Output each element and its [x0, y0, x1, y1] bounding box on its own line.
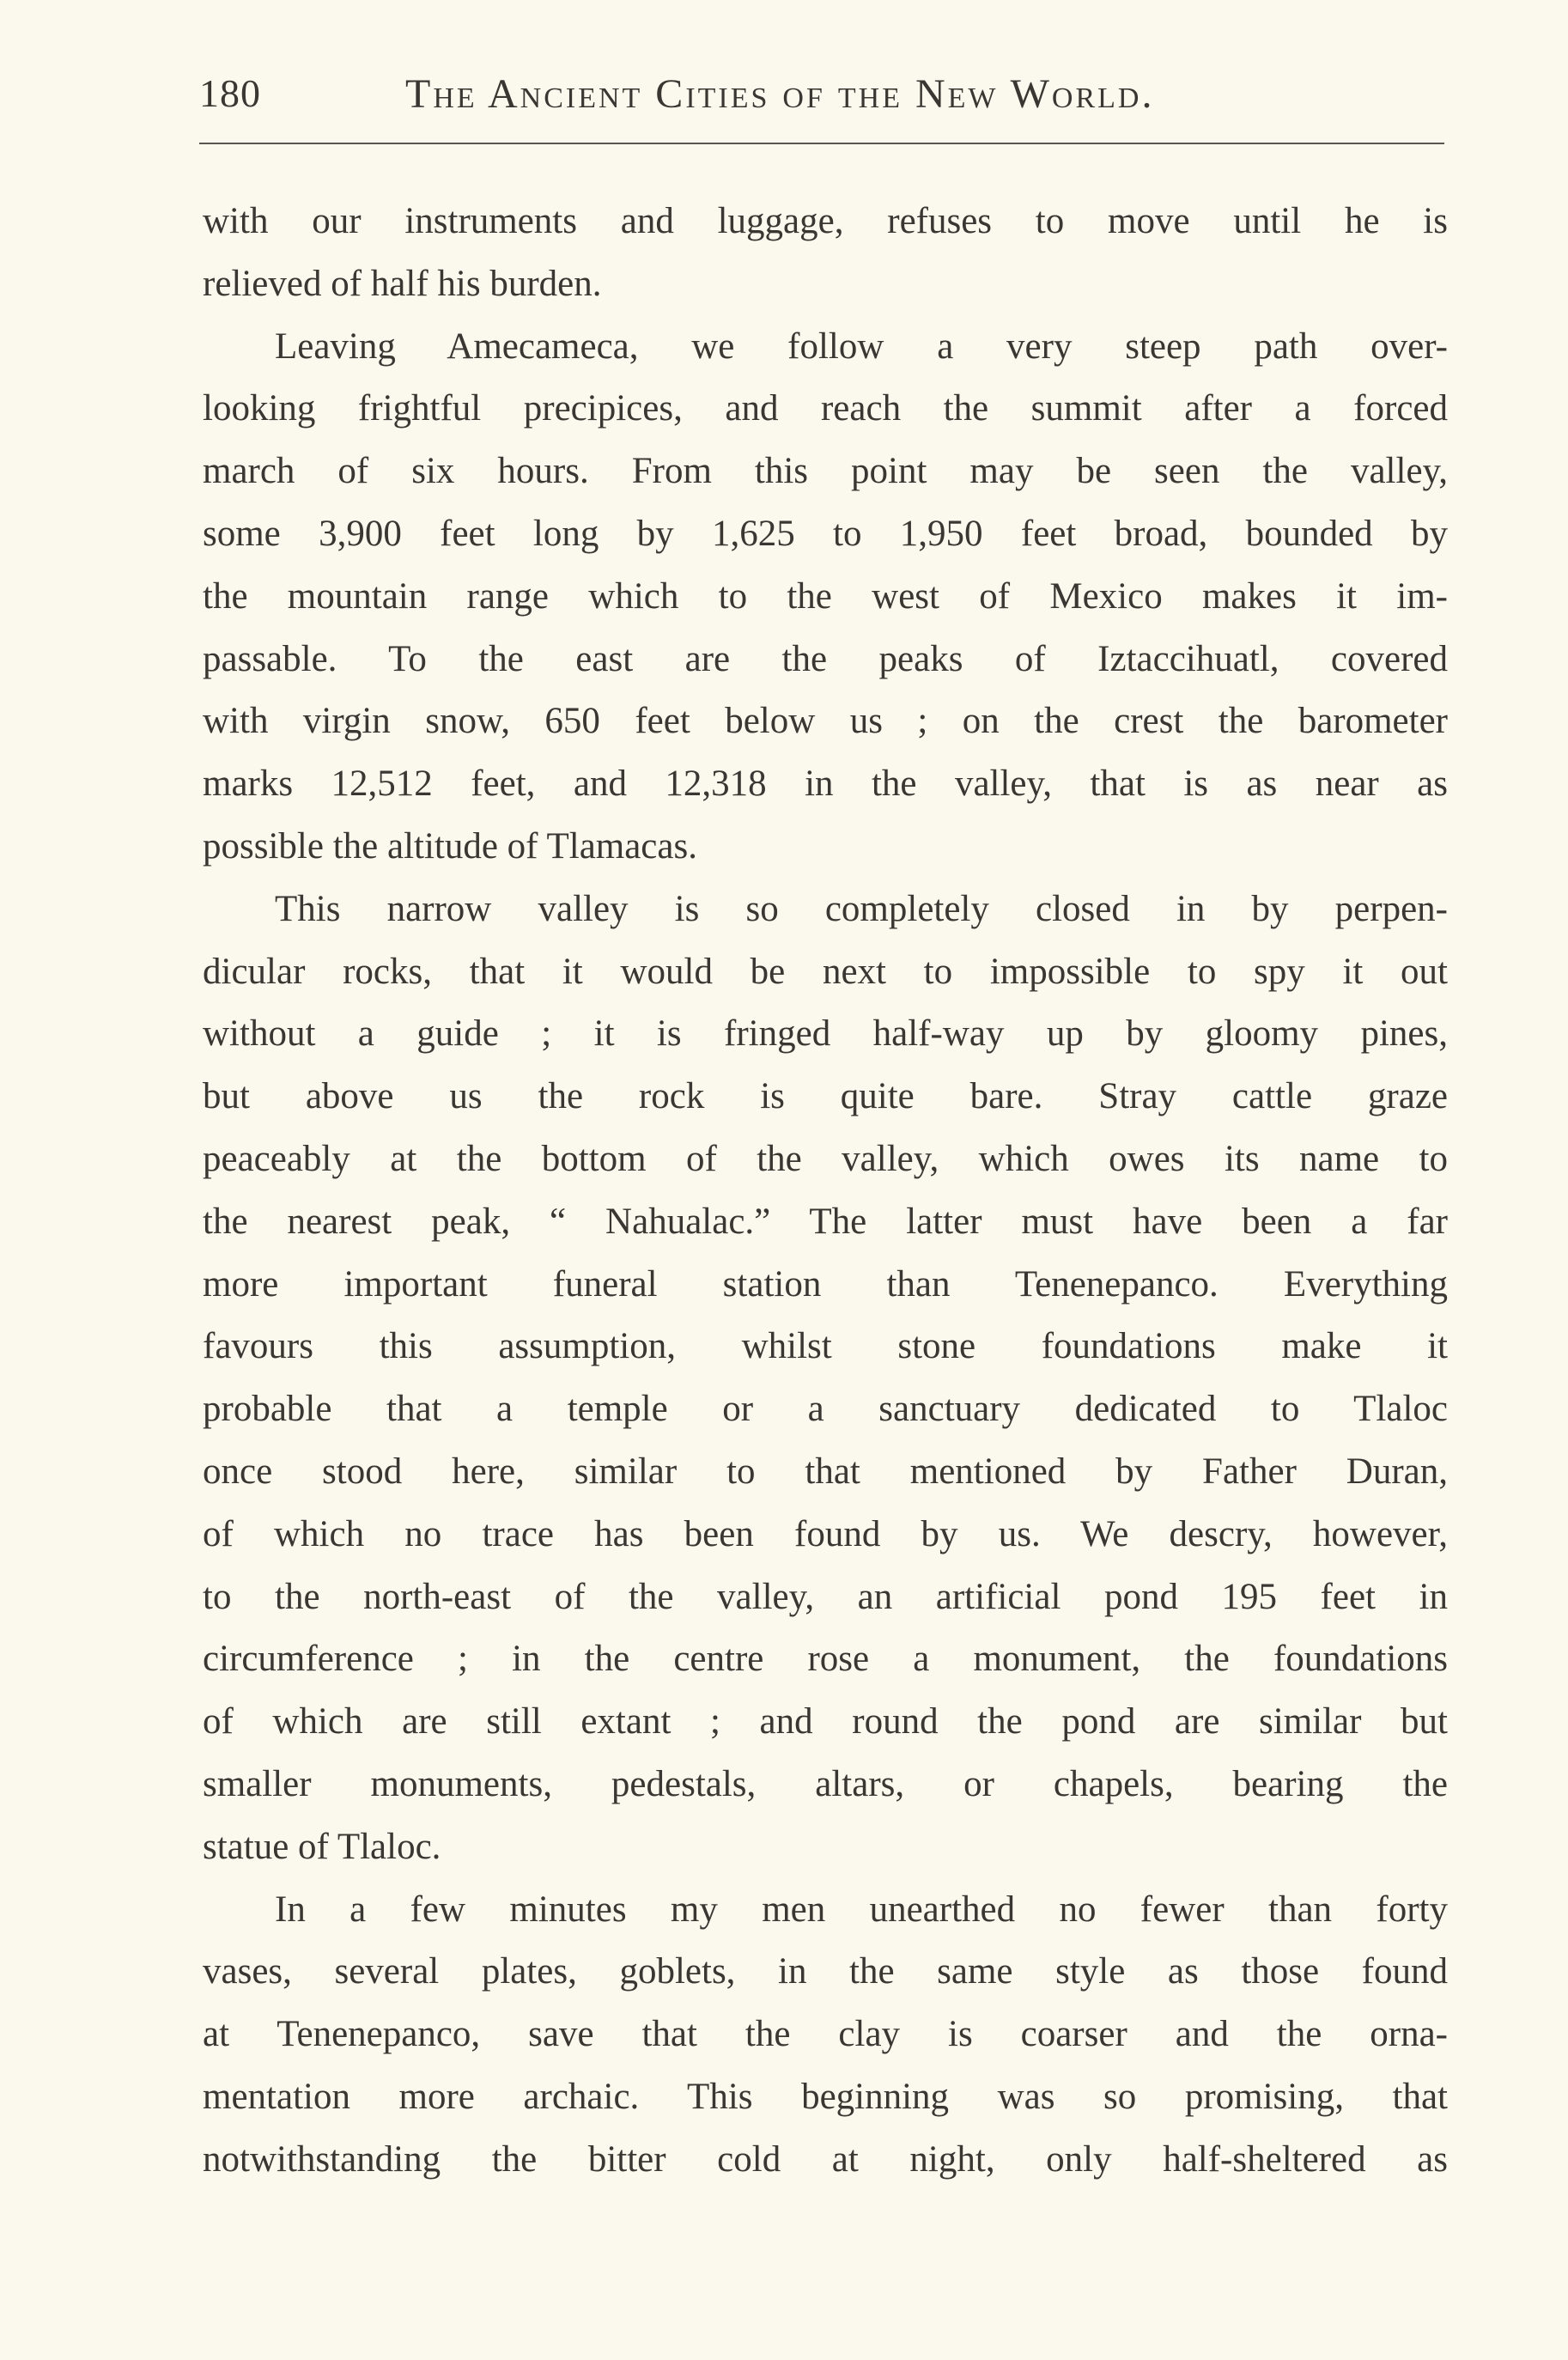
text-line: with our instruments and luggage, refuses to move until he is — [203, 201, 1448, 241]
page-header — [199, 70, 1444, 131]
text-line: favours this assumption, whilst stone foundations make it — [203, 1326, 1448, 1367]
text-line: marks 12,512 feet, and 12,318 in the valley, that is as near as — [203, 763, 1448, 805]
text-line: possible the altitude of Tlamacas. — [203, 825, 697, 867]
text-line: the mountain range which to the west of Mexico makes it im- — [203, 575, 1448, 617]
text-line: passable. To the east are the peaks of Iztaccihuatl, covered — [203, 638, 1448, 679]
text-line: at Tenenepanco, save that the clay is coarser and the orna- — [203, 2014, 1448, 2055]
text-line: vases, several plates, goblets, in the same style as those found — [203, 1951, 1448, 1992]
text-line: This narrow valley is so completely closed in by perpen- — [275, 888, 1448, 929]
text-line: probable that a temple or a sanctuary dedicated to Tlaloc — [203, 1389, 1448, 1430]
header-rule — [199, 143, 1444, 144]
text-line: the nearest peak, “ Nahualac.” The latter must have been a far — [203, 1201, 1448, 1242]
text-line: some 3,900 feet long by 1,625 to 1,950 feet broad, bounded by — [203, 513, 1448, 554]
text-line: mentation more archaic. This beginning was so promising, that — [203, 2076, 1448, 2117]
text-line: of which are still extant ; and round the pond are similar but — [203, 1701, 1448, 1743]
text-line: to the north-east of the valley, an artificial pond 195 feet in — [203, 1576, 1448, 1617]
text-line: relieved of half his burden. — [203, 263, 602, 304]
running-title: The Ancient Cities of the New World. — [405, 71, 1155, 117]
text-line: once stood here, similar to that mentioned by Father Duran, — [203, 1451, 1448, 1492]
text-line: without a guide ; it is fringed half-way up by gloomy pines, — [203, 1013, 1448, 1055]
text-line: notwithstanding the bitter cold at night, only half-sheltered as — [203, 2138, 1448, 2180]
page-number: 180 — [199, 71, 261, 115]
text-line: march of six hours. From this point may be seen the valley, — [203, 451, 1448, 492]
text-line: with virgin snow, 650 feet below us ; on the crest the barometer — [203, 701, 1448, 742]
text-line: looking frightful precipices, and reach the summit after a forced — [203, 388, 1448, 429]
body-text — [203, 191, 1448, 2192]
text-line: smaller monuments, pedestals, altars, or chapels, bearing the — [203, 1763, 1448, 1804]
text-line: statue of Tlaloc. — [203, 1826, 441, 1867]
text-line: peaceably at the bottom of the valley, which owes its name to — [203, 1138, 1448, 1179]
text-line: dicular rocks, that it would be next to impossible to spy it out — [203, 951, 1448, 992]
text-line: of which no trace has been found by us. We descry, however, — [203, 1513, 1448, 1554]
text-line: circumference ; in the centre rose a monument, the foundations — [203, 1639, 1448, 1680]
text-line: more important funeral station than Tenenepanco. Everything — [203, 1263, 1448, 1305]
text-line: but above us the rock is quite bare. Stray cattle graze — [203, 1076, 1448, 1117]
text-line: In a few minutes my men unearthed no fewer than forty — [275, 1889, 1448, 1930]
text-line: Leaving Amecameca, we follow a very steep path over- — [275, 325, 1448, 367]
